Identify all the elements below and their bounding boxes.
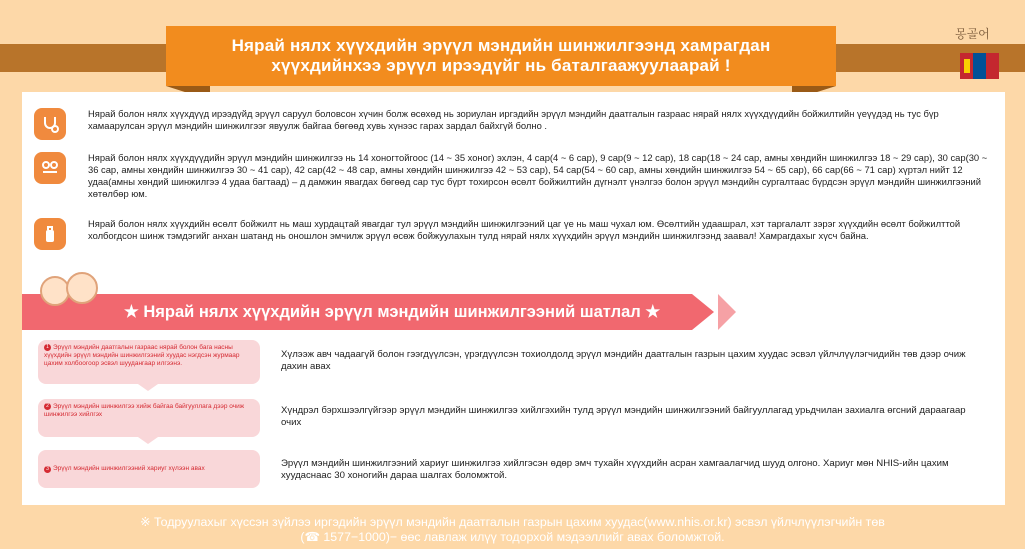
intro-text-3: Нярай болон нялх хүүхдийн өсөлт бойжилт нь маш хурдацтай явагдаг тул эрүүл мэндийн шинжилгээний цаг үе нь маш чухал юм. Өсөлтийн удаашрал, хэт таргалалт зэрэг хүүхдийн өсөлт бойжилттой холбогдсон шинж тэмдэгийг анхан шатанд нь оношлон эмчилж эрүүл өсөж бойжуулахын тулд нярай нялх хүүхдийн эрүүл мэндийн шинжилгээнд заавал! Хамрагдахыг хүсч байна. bbox=[88, 218, 961, 241]
step-2-description: Хүндрэл бэрхшээлгүйгээр эрүүл мэндийн шинжилгээ хийлгэхийн тулд эрүүл мэндийн шинжилгээний байгууллагад урьдчилан захиалга өгсний дараагаар очих bbox=[281, 405, 966, 428]
step-2-number: 2 bbox=[44, 403, 51, 410]
section-ribbon bbox=[22, 290, 742, 330]
footer-line-1: ※ Тодруулахыг хүссэн зүйлээ иргэдийн эрүүл мэндийн даатгалын газрын цахим хуудас(www.nhis.or.kr) эсвэл үйлчлүүлэгчийн төв bbox=[140, 515, 885, 529]
page-title-line2: хүүхдийнхээ эрүүл ирээдүйг нь баталгаажуулаарай ! bbox=[271, 56, 731, 75]
step-3-description: Эрүүл мэндийн шинжилгээний хариуг шинжилгээ хийлгэсэн өдөр эмч тухайн хүүхдийн асран хамгаалагчид шууд олгоно. Хариуг мөн NHIS-ийн цахим хуудаснаас 30 хоногийн дараа шалгах боломжтой. bbox=[281, 458, 949, 481]
pacifier-icon bbox=[34, 152, 66, 184]
step-1-box bbox=[38, 340, 260, 384]
step-1-description: Хүлээж авч чадаагүй болон гээгдүүлсэн, үрэгдүүлсэн тохиолдолд эрүүл мэндийн даатгалын газрын цахим хуудас эсвэл үйлчлүүлэгчидийн төв дээр очиж дахин авах bbox=[281, 349, 966, 372]
step-arrow-1 bbox=[138, 384, 158, 391]
page-title-line1: Нярай нялх хүүхдийн эрүүл мэндийн шинжилгээнд хамрагдан bbox=[231, 36, 771, 55]
step-2-label: Эрүүл мэндийн шинжилгээ хийж байгаа байгууллага дээр очиж шинжилгээ хийлгэх bbox=[44, 403, 245, 419]
step-3-label: Эрүүл мэндийн шинжилгээний хариуг хүлээн авах bbox=[53, 465, 205, 472]
children-illustration bbox=[36, 268, 98, 322]
intro-text-1: Нярай болон нялх хүүхдүүд ирээдүйд эрүүл саруул боловсон хүчин болж өсөхөд нь зориулан иргэдийн эрүүл мэндийн даатгалын газраас нярай нялх хүүхдүүдийн бойжилтийн үеүүдэд нь тус бүр хамаарулсан эрүүл мэндийн шинжилгээг явуулж байгаа бөгөөд хувь хүнээс гарах зардал байхгүй болно . bbox=[88, 108, 939, 131]
footer-note bbox=[30, 515, 995, 545]
intro-paragraph-2 bbox=[34, 152, 994, 200]
step-3-number: 3 bbox=[44, 466, 51, 473]
step-3-box bbox=[38, 450, 260, 488]
section-title: ★ Нярай нялх хүүхдийн эрүүл мэндийн шинжилгээний шатлал ★ bbox=[124, 303, 661, 321]
language-label[interactable]: 몽골어 bbox=[955, 27, 990, 41]
step-1-label: Эрүүл мэндийн даатгалын газраас нярай болон бага насны хүүхдийн эрүүл мэндийн шинжилгээний хуудас нэгдсэн журмаар цахим холбоогоор эсвэл шуудангаар илгээнэ. bbox=[44, 344, 240, 368]
intro-text-2: Нярай болон нялх хүүхдүүдийн эрүүл мэндийн шинжилгээ нь 14 хоногтойгоос (14 ~ 35 хоног) эхлэн, 4 сар(4 ~ 6 сар), 9 сар(9 ~ 12 сар), 18 сар(18 ~ 24 сар, амны хөндийн шинжилгээ 18 ~ 29 сар), 30 сар(30 ~ 36 сар, амны хөндийн шинжилгээ 30 ~ 41 сар), 42 сар(42 ~ 48 сар, амны хөндийн шинжилгээ 42 ~ 53 сар), 54 сар(54 ~ 60 сар, амны хөндийн шинжилгээ 54 ~ 65 сар), 66 сар(66 ~ 71 сар) хүртэл нийт 12 удаа(амны хөндий шинжилгээ 4 удаа багтаад) – д дамжин явагдах бөгөөд сар тус бүрт тохирсон өсөлт бойжилтийн дүгнэлт үнэлгээ болон эрүүл мэндийн сургалтаас бүрдсэн эрүүл мэндийн шинжилгээний хөтөлбөр юм. bbox=[88, 152, 988, 199]
step-2-box bbox=[38, 399, 260, 437]
step-1-number: 1 bbox=[44, 344, 51, 351]
mongolia-flag-icon[interactable] bbox=[960, 53, 999, 79]
stethoscope-icon bbox=[34, 108, 66, 140]
step-arrow-2 bbox=[138, 437, 158, 444]
baby-bottle-icon bbox=[34, 218, 66, 250]
intro-paragraph-1 bbox=[34, 108, 994, 140]
footer-line-2: (☎ 1577−1000)− өөс лавлаж илүү тодорхой мэдээллийг авах боломжтой. bbox=[300, 530, 725, 544]
title-banner bbox=[166, 26, 836, 86]
intro-paragraph-3 bbox=[34, 218, 994, 250]
